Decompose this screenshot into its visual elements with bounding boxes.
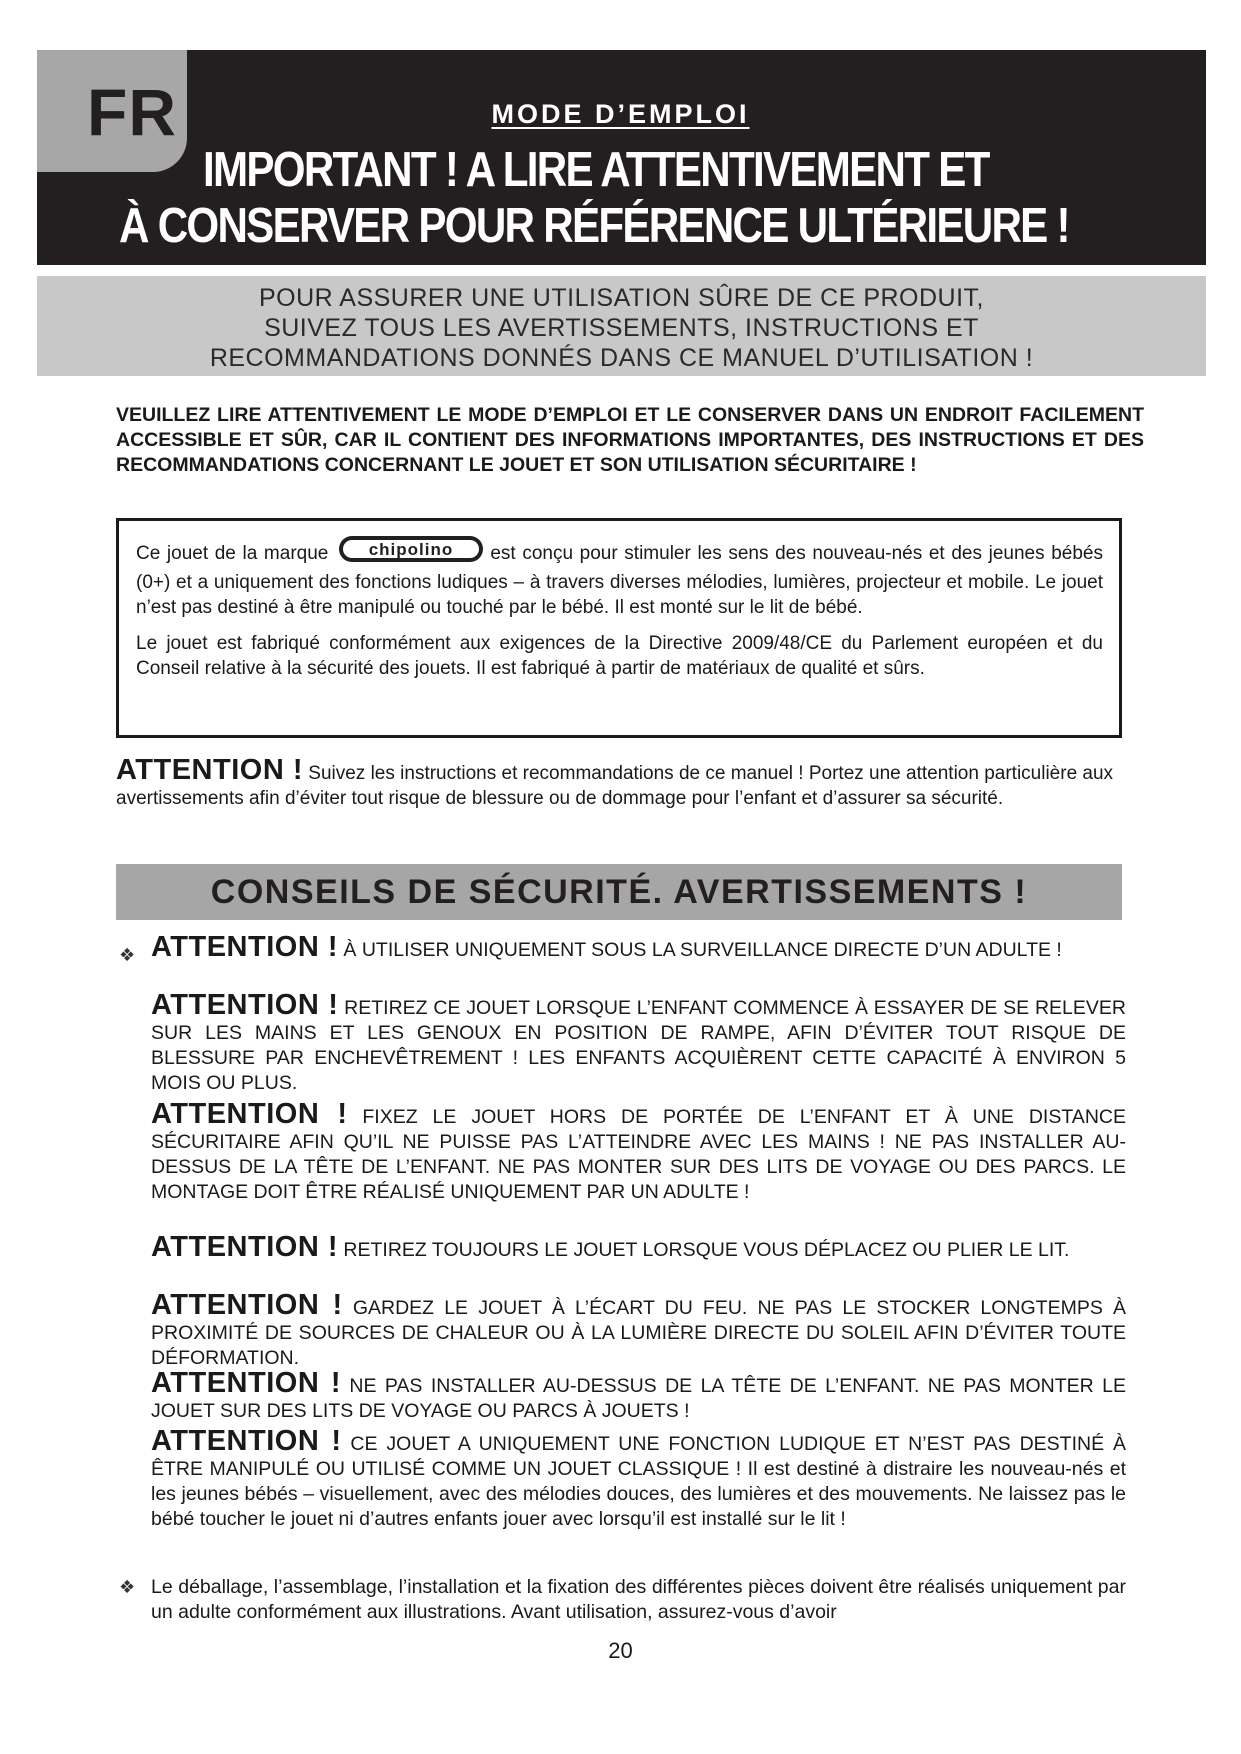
warning-item [151, 989, 1126, 1096]
mode-title: MODE D’EMPLOI [491, 99, 750, 129]
warning-item [151, 931, 1126, 963]
svg-text:chipolino: chipolino [369, 540, 454, 559]
warning-label: ATTENTION ! [151, 1289, 343, 1321]
final-bullet-text: Le déballage, l’assemblage, l’installation et la fixation des différentes pièces doivent être réalisés uniquement par un adulte conformément aux illustrations. Avant utilisation, assurez-vous d’avoir [151, 1576, 1126, 1623]
warning-label: ATTENTION ! [151, 989, 339, 1021]
warning-label: ATTENTION ! [151, 1098, 348, 1130]
page-number: 20 [608, 1638, 633, 1663]
warning-label: ATTENTION ! [151, 1367, 341, 1399]
attention-text: Suivez les instructions et recommandations de ce manuel ! Portez une attention particulière aux avertissements afin d’éviter tout risque de blessure ou de dommage pour l’enfant et d’assurer sa sécurité. [116, 763, 1114, 809]
bullet-icon: ❖ [119, 1577, 136, 1597]
warning-item [151, 1367, 1127, 1424]
warning-item [151, 1289, 1126, 1371]
warning-item [151, 1231, 1126, 1263]
section-title: CONSEILS DE SÉCURITÉ. AVERTISSEMENTS ! [210, 873, 1028, 911]
banner-line-1: POUR ASSURER UNE UTILISATION SÛRE DE CE PRODUIT, [258, 284, 985, 312]
banner-line-3: RECOMMANDATIONS DONNÉS DANS CE MANUEL D’UTILISATION ! [209, 344, 1034, 372]
attention-paragraph [116, 754, 1132, 811]
warning-text: NE PAS INSTALLER AU-DESSUS DE LA TÊTE DE L’ENFANT. NE PAS MONTER LE JOUET SUR DES LITS DE VOYAGE OU PARCS À JOUETS ! [151, 1375, 1127, 1422]
warning-text: CE JOUET A UNIQUEMENT UNE FONCTION LUDIQUE ET N’EST PAS DESTINÉ À ÊTRE MANIPULÉ OU UTILISÉ COMME UN JOUET CLASSIQUE ! Il est destiné à distraire les nouveau-nés et les jeunes bébés – visuellement, avec des mélodies douces, des lumières et des mouvements. Ne laissez pas le bébé toucher le jouet ni d’autres enfants jouer avec lorsqu’il est installé sur le lit ! [151, 1433, 1126, 1530]
info-paragraph-1 [136, 535, 1103, 620]
safety-banner [37, 276, 1206, 376]
warning-item [151, 1098, 1126, 1205]
info-paragraph-2: Le jouet est fabriqué conformément aux exigences de la Directive 2009/48/CE du Parlement européen et du Conseil relative à la sécurité des jouets. Il est fabriqué à partir de matériaux de qualité et sûrs. [136, 633, 1103, 679]
warning-text: RETIREZ TOUJOURS LE JOUET LORSQUE VOUS DÉPLACEZ OU PLIER LE LIT. [338, 1239, 1070, 1261]
warning-label: ATTENTION ! [151, 1425, 342, 1457]
warning-text: À UTILISER UNIQUEMENT SOUS LA SURVEILLANCE DIRECTE D’UN ADULTE ! [338, 939, 1062, 961]
warning-text: RETIREZ CE JOUET LORSQUE L’ENFANT COMMENCE À ESSAYER DE SE RELEVER SUR LES MAINS ET LES GENOUX EN POSITION DE RAMPE, AFIN D’ÉVITER TOUT RISQUE DE BLESSURE PAR ENCHEVÊTREMENT ! LES ENFANTS ACQUIÈRENT CETTE CAPACITÉ À ENVIRON 5 MOIS OU PLUS. [151, 997, 1126, 1094]
banner-line-2: SUIVEZ TOUS LES AVERTISSEMENTS, INSTRUCTIONS ET [264, 314, 979, 342]
warning-item [151, 1425, 1126, 1532]
attention-label: ATTENTION ! [116, 754, 303, 786]
chipolino-logo [338, 535, 484, 570]
warning-label: ATTENTION ! [151, 1231, 338, 1263]
language-tab-label: FR [87, 75, 177, 149]
info-p1-before: Ce jouet de la marque [136, 543, 329, 564]
important-heading-line-1: IMPORTANT ! A LIRE ATTENTIVEMENT ET [203, 143, 989, 197]
warning-label: ATTENTION ! [151, 931, 338, 963]
chipolino-logo-graphic [338, 535, 484, 563]
safety-section-bar [116, 864, 1122, 920]
product-info-box [116, 518, 1122, 738]
bullet-icon: ❖ [119, 945, 136, 965]
warning-text: FIXEZ LE JOUET HORS DE PORTÉE DE L’ENFANT ET À UNE DISTANCE SÉCURITAIRE AFIN QU’IL NE PUISSE PAS L’ATTEINDRE AVEC LES MAINS ! NE PAS INSTALLER AU-DESSUS DE LA TÊTE DE L’ENFANT. NE PAS MONTER SUR DES LITS DE VOYAGE OU DES PARCS. LE MONTAGE DOIT ÊTRE RÉALISÉ UNIQUEMENT PAR UN ADULTE ! [151, 1106, 1126, 1203]
warning-text: GARDEZ LE JOUET À L’ÉCART DU FEU. NE PAS LE STOCKER LONGTEMPS À PROXIMITÉ DE SOURCES DE CHALEUR OU À LA LUMIÈRE DIRECTE DU SOLEIL AFIN D’ÉVITER TOUTE DÉFORMATION. [151, 1297, 1126, 1369]
info-p1-after: est conçu pour stimuler les sens des nouveau-nés et des jeunes bébés (0+) et a uniquement des fonctions ludiques – à travers diverses mélodies, lumières, projecteur et mobile. Le jouet n’est pas destiné à être manipulé ou touché par le bébé. Il est monté sur le lit de bébé. [136, 543, 1103, 618]
important-heading-line-2: À CONSERVER POUR RÉFÉRENCE ULTÉRIEURE ! [119, 199, 1069, 253]
intro-text: VEUILLEZ LIRE ATTENTIVEMENT LE MODE D’EMPLOI ET LE CONSERVER DANS UN ENDROIT FACILEMENT ACCESSIBLE ET SÛR, CAR IL CONTIENT DES INFORMATIONS IMPORTANTES, DES INSTRUCTIONS ET DES RECOMMANDATIONS CONCERNANT LE JOUET ET SON UTILISATION SÉCURITAIRE ! [116, 404, 1144, 476]
